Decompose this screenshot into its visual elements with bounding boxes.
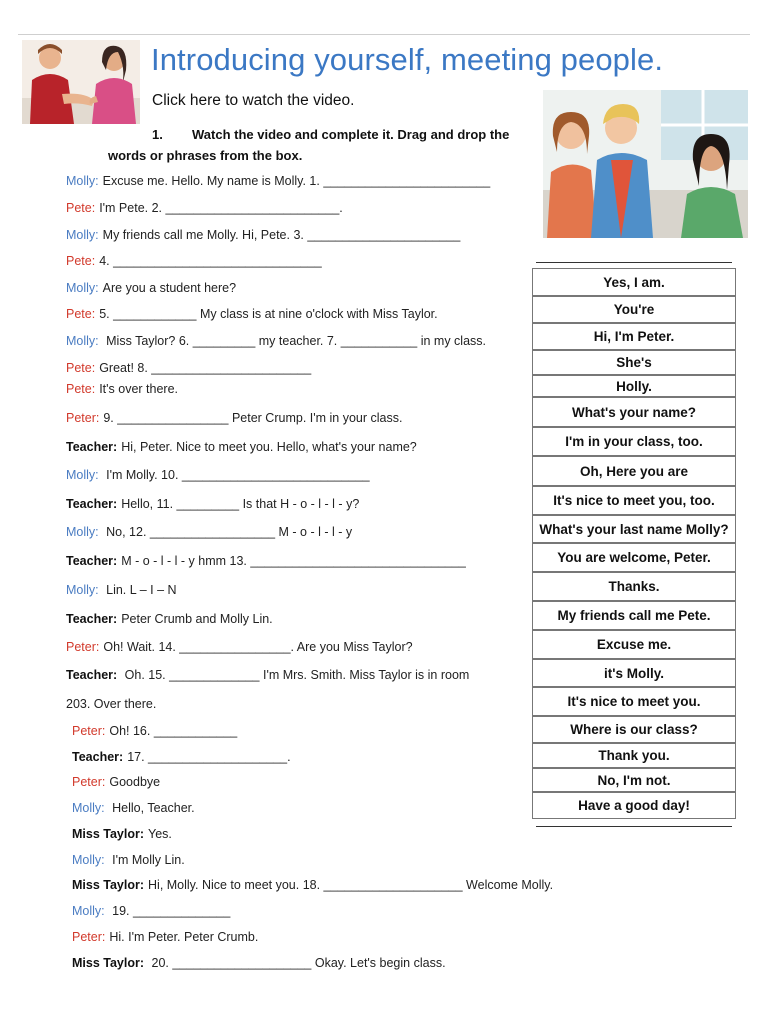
dialogue-line: [66, 497, 359, 511]
speaker-name: Molly:: [72, 904, 105, 918]
dialogue-line: [66, 361, 311, 375]
speaker-name: Molly:: [66, 583, 99, 597]
word-bank-option[interactable]: What's your last name Molly?: [532, 515, 736, 543]
dialogue-text: Oh! 16. ____________: [109, 724, 238, 738]
dialogue-text: Goodbye: [109, 775, 161, 789]
dialogue-text: Are you a student here?: [102, 281, 237, 295]
dialogue-line: [72, 750, 291, 764]
dialogue-line: [66, 254, 322, 268]
dialogue-line: [72, 956, 446, 970]
dialogue-line: [72, 724, 237, 738]
dialogue-text: 203. Over there.: [66, 697, 157, 711]
word-bank-bottom-rule: [536, 826, 732, 827]
dialogue-text: Hi. I'm Peter. Peter Crumb.: [109, 930, 259, 944]
word-bank-option[interactable]: I'm in your class, too.: [532, 427, 736, 456]
dialogue-line: [72, 878, 553, 892]
dialogue-text: Hello, 11. _________ Is that H - o - l - l - y?: [121, 497, 360, 511]
dialogue-line: [66, 382, 178, 396]
dialogue-line: [72, 930, 258, 944]
dialogue-text: 17. ____________________.: [127, 750, 291, 764]
word-bank-option[interactable]: Yes, I am.: [532, 268, 736, 296]
speaker-name: Molly:: [66, 334, 99, 348]
speaker-name: Miss Taylor:: [72, 878, 145, 892]
dialogue-text: 4. ______________________________: [99, 254, 322, 268]
word-bank-option[interactable]: Thanks.: [532, 572, 736, 601]
dialogue-line: [66, 668, 469, 682]
word-bank-option[interactable]: It's nice to meet you.: [532, 687, 736, 716]
word-bank-option[interactable]: Thank you.: [532, 743, 736, 768]
word-bank-option[interactable]: My friends call me Pete.: [532, 601, 736, 630]
speaker-name: Molly:: [72, 801, 105, 815]
speaker-name: Pete:: [66, 254, 96, 268]
dialogue-line: [66, 334, 486, 348]
dialogue-text: It's over there.: [99, 382, 178, 396]
word-bank-option[interactable]: it's Molly.: [532, 659, 736, 687]
page-title: Introducing yourself, meeting people.: [151, 42, 664, 77]
dialogue-text: Hi, Molly. Nice to meet you. 18. ____________________ Welcome Molly.: [148, 878, 554, 892]
dialogue-line: [66, 554, 466, 568]
word-bank-option[interactable]: You're: [532, 296, 736, 323]
top-divider: [18, 34, 750, 35]
dialogue-line: [66, 281, 236, 295]
dialogue-text: Yes.: [148, 827, 172, 841]
dialogue-text: Great! 8. _______________________: [99, 361, 312, 375]
speaker-name: Molly:: [66, 525, 99, 539]
dialogue-line: [66, 201, 343, 215]
speaker-name: Teacher:: [66, 612, 118, 626]
dialogue-text: I'm Pete. 2. _________________________.: [99, 201, 343, 215]
speaker-name: Molly:: [66, 174, 99, 188]
speaker-name: Teacher:: [66, 497, 118, 511]
speaker-name: Molly:: [66, 228, 99, 242]
dialogue-text: I'm Molly Lin.: [108, 853, 185, 867]
dialogue-text: Oh. 15. _____________ I'm Mrs. Smith. Miss Taylor is in room: [121, 668, 470, 682]
speaker-name: Teacher:: [72, 750, 124, 764]
speaker-name: Miss Taylor:: [72, 956, 145, 970]
dialogue-line: [66, 697, 156, 711]
word-bank-option[interactable]: Holly.: [532, 375, 736, 397]
dialogue-text: 20. ____________________ Okay. Let's begin class.: [148, 956, 446, 970]
dialogue-text: My friends call me Molly. Hi, Pete. 3. ______________________: [102, 228, 461, 242]
word-bank-option[interactable]: What's your name?: [532, 397, 736, 427]
speaker-name: Peter:: [66, 640, 100, 654]
word-bank-option[interactable]: Have a good day!: [532, 792, 736, 819]
watch-video-link[interactable]: Click here to watch the video.: [152, 92, 355, 109]
dialogue-text: Peter Crumb and Molly Lin.: [121, 612, 273, 626]
speaker-name: Molly:: [66, 468, 99, 482]
speaker-name: Peter:: [72, 775, 106, 789]
dialogue-text: 9. ________________ Peter Crump. I'm in your class.: [103, 411, 403, 425]
dialogue-line: [66, 583, 177, 597]
speaker-name: Teacher:: [66, 668, 118, 682]
word-bank-option[interactable]: No, I'm not.: [532, 768, 736, 792]
speaker-name: Teacher:: [66, 554, 118, 568]
speaker-name: Molly:: [66, 281, 99, 295]
word-bank-option[interactable]: Excuse me.: [532, 630, 736, 659]
dialogue-text: Oh! Wait. 14. ________________. Are you Miss Taylor?: [103, 640, 413, 654]
dialogue-line: [72, 853, 185, 867]
speaker-name: Pete:: [66, 307, 96, 321]
dialogue-line: [66, 174, 490, 188]
dialogue-text: Hello, Teacher.: [108, 801, 195, 815]
speaker-name: Peter:: [72, 930, 106, 944]
dialogue-line: [72, 801, 195, 815]
word-bank-option[interactable]: You are welcome, Peter.: [532, 543, 736, 572]
word-bank-top-rule: [536, 262, 732, 263]
word-bank-option[interactable]: Oh, Here you are: [532, 456, 736, 486]
speaker-name: Pete:: [66, 201, 96, 215]
dialogue-text: Miss Taylor? 6. _________ my teacher. 7. ___________ in my class.: [102, 334, 486, 348]
dialogue-text: 19. ______________: [108, 904, 231, 918]
dialogue-text: No, 12. __________________ M - o - l - l - y: [102, 525, 353, 539]
word-bank-option[interactable]: Where is our class?: [532, 716, 736, 743]
students-illustration: [543, 90, 748, 238]
exercise-number: 1.: [152, 127, 163, 142]
dialogue-line: [66, 612, 273, 626]
speaker-name: Molly:: [72, 853, 105, 867]
dialogue-line: [66, 228, 460, 242]
dialogue-line: [72, 827, 172, 841]
speaker-name: Teacher:: [66, 440, 118, 454]
dialogue-line: [72, 775, 160, 789]
dialogue-line: [66, 468, 370, 482]
word-bank-option[interactable]: It's nice to meet you, too.: [532, 486, 736, 515]
dialogue-text: Lin. L – I – N: [102, 583, 177, 597]
exercise-instruction-text: Watch the video and complete it. Drag and drop the words or phrases from the box.: [108, 127, 510, 163]
dialogue-line: [66, 440, 417, 454]
word-bank-option[interactable]: She's: [532, 350, 736, 375]
dialogue-text: 5. ____________ My class is at nine o'clock with Miss Taylor.: [99, 307, 438, 321]
speaker-name: Peter:: [66, 411, 100, 425]
dialogue-text: Excuse me. Hello. My name is Molly. 1. ________________________: [102, 174, 491, 188]
dialogue-text: I'm Molly. 10. ___________________________: [102, 468, 370, 482]
dialogue-line: [66, 640, 413, 654]
speaker-name: Miss Taylor:: [72, 827, 145, 841]
dialogue-line: [66, 411, 402, 425]
speaker-name: Pete:: [66, 382, 96, 396]
dialogue-line: [72, 904, 230, 918]
people-meeting-illustration: [22, 40, 140, 124]
dialogue-line: [66, 525, 352, 539]
dialogue-text: M - o - l - l - y hmm 13. _______________________________: [121, 554, 466, 568]
dialogue-text: Hi, Peter. Nice to meet you. Hello, what's your name?: [121, 440, 417, 454]
exercise-instructions: [108, 124, 528, 166]
dialogue-line: [66, 307, 438, 321]
word-bank-option[interactable]: Hi, I'm Peter.: [532, 323, 736, 350]
speaker-name: Pete:: [66, 361, 96, 375]
speaker-name: Peter:: [72, 724, 106, 738]
